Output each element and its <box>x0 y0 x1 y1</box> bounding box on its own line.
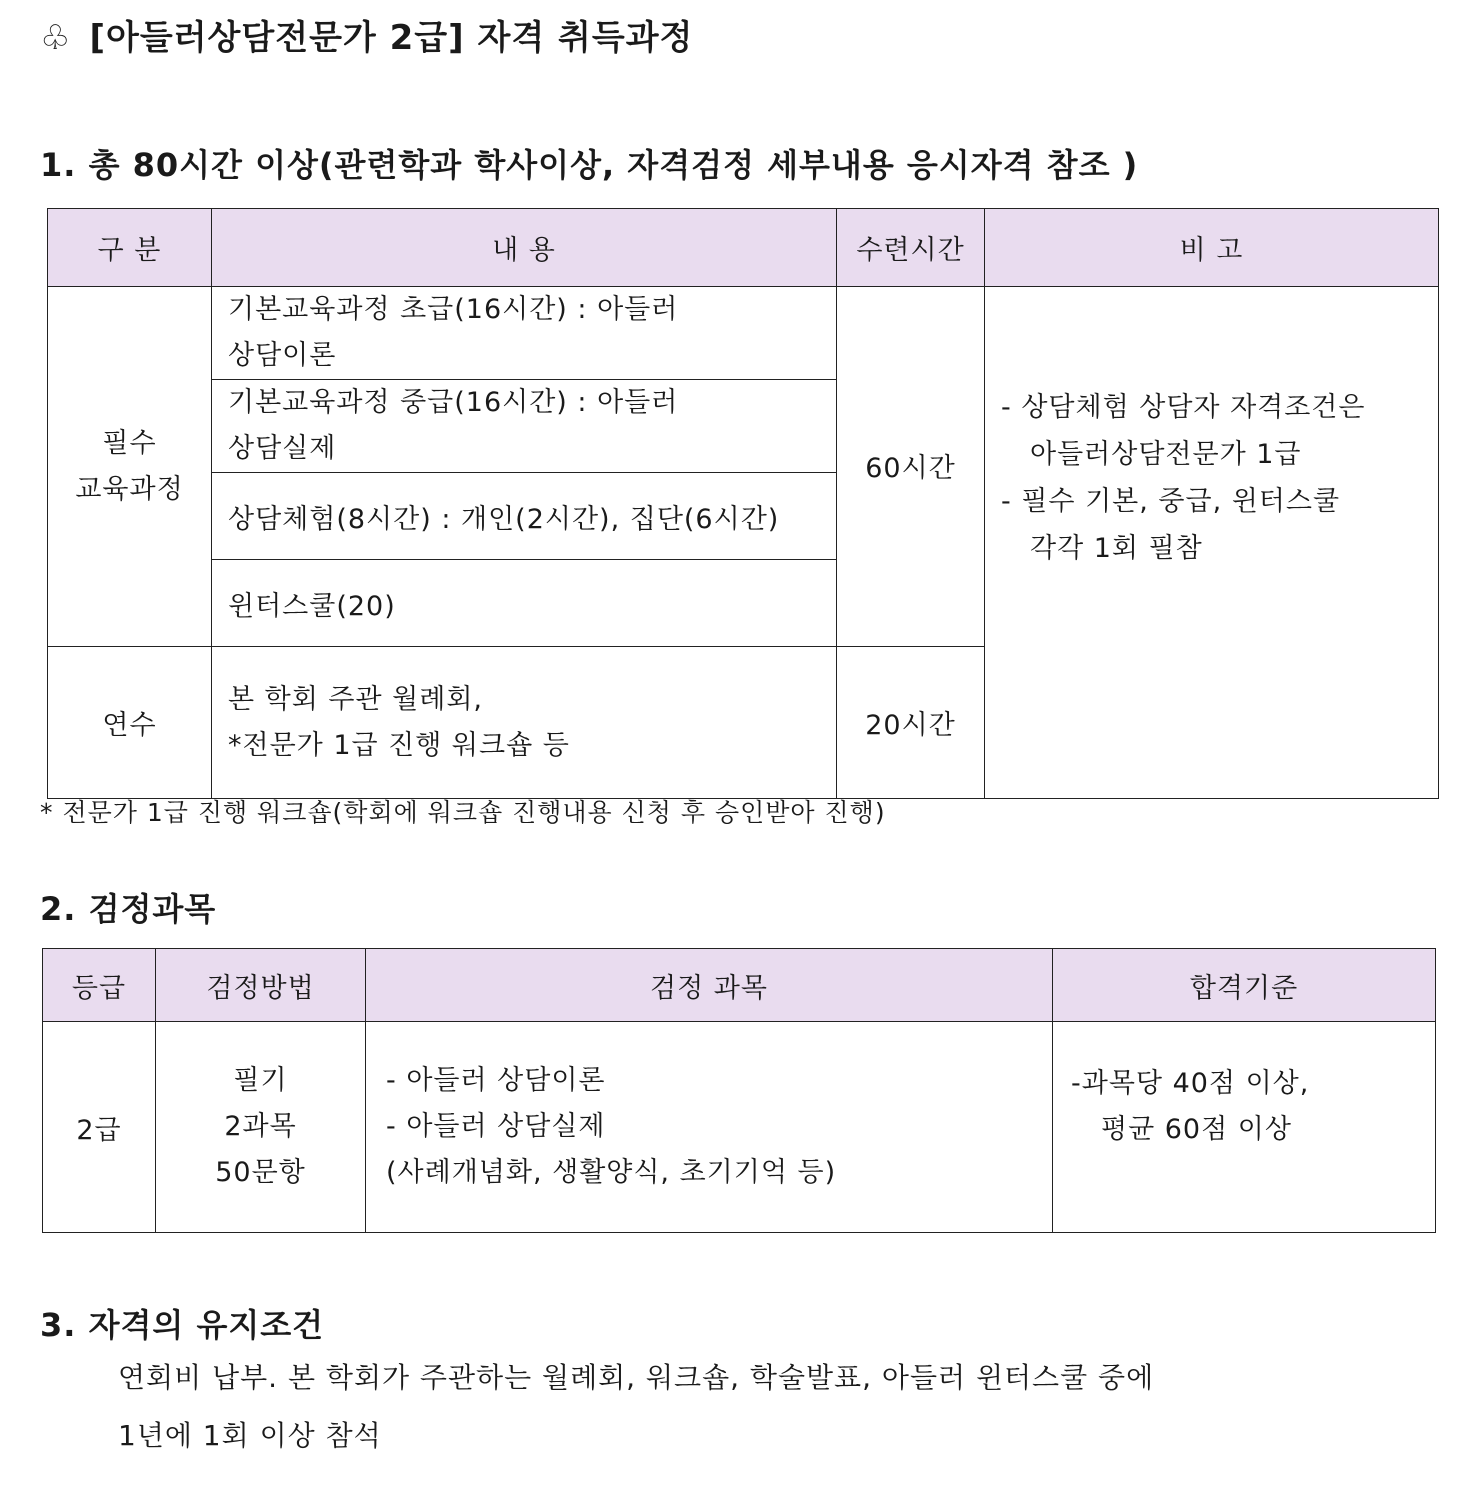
table-row <box>43 1022 1436 1233</box>
section2-heading: 2. 검정과목 <box>40 890 217 928</box>
subject-line: - 아들러 상담실제 <box>386 1111 606 1142</box>
exam-table <box>42 948 1436 1233</box>
criteria-line: 평균 60점 이상 <box>1101 1114 1292 1145</box>
exam-table-header <box>43 949 1436 1022</box>
header-grade: 등급 <box>43 949 156 1022</box>
subject-line: - 아들러 상담이론 <box>386 1065 606 1096</box>
content-line: 기본교육과정 중급(16시간) : 아들러 <box>228 387 679 418</box>
required-category <box>48 287 212 647</box>
content-line: 상담실제 <box>228 433 337 464</box>
page-title <box>40 10 693 59</box>
remark-line: - 필수 기본, 중급, 윈터스쿨 <box>1001 485 1341 517</box>
exam-subjects <box>366 1022 1053 1233</box>
table-row <box>48 287 1439 380</box>
section3-body <box>118 1349 1154 1465</box>
header-criteria: 합격기준 <box>1053 949 1436 1022</box>
content-line: *전문가 1급 진행 워크숍 등 <box>228 729 570 761</box>
section3-heading: 3. 자격의 유지조건 <box>40 1306 325 1344</box>
header-subjects: 검정 과목 <box>366 949 1053 1022</box>
remark-line: - 상담체험 상담자 자격조건은 <box>1001 391 1366 423</box>
section3-line: 1년에 1회 이상 참석 <box>118 1419 382 1452</box>
criteria-line: -과목당 40점 이상, <box>1071 1068 1310 1099</box>
header-content: 내 용 <box>212 209 837 287</box>
content-line: 본 학회 주관 월례회, <box>228 683 483 715</box>
content-line: 기본교육과정 초급(16시간) : 아들러 <box>228 294 679 325</box>
header-remarks: 비 고 <box>985 209 1439 287</box>
method-line: 50문항 <box>215 1157 306 1188</box>
training-category: 연수 <box>48 647 212 799</box>
required-category-line1: 필수 <box>102 427 157 459</box>
header-category: 구 분 <box>48 209 212 287</box>
remarks-cell <box>985 287 1439 799</box>
training-table-header <box>48 209 1439 287</box>
content-training <box>212 647 837 799</box>
remark-line: 각각 1회 필참 <box>1030 532 1203 564</box>
remark-line: 아들러상담전문가 1급 <box>1030 438 1302 470</box>
page-title-text: [아들러상담전문가 2급] 자격 취득과정 <box>89 18 694 58</box>
required-hours-value: 60시간 <box>865 453 956 484</box>
content-basic-intermediate <box>212 380 837 473</box>
section1-heading: 1. 총 80시간 이상(관련학과 학사이상, 자격검정 세부내용 응시자격 참조 ) <box>40 146 1139 184</box>
club-icon: ♧ <box>40 18 72 58</box>
header-method: 검정방법 <box>156 949 366 1022</box>
training-hours: 20시간 <box>837 647 985 799</box>
content-counseling-experience: 상담체험(8시간) : 개인(2시간), 집단(6시간) <box>212 473 837 560</box>
content-winter-school: 윈터스쿨(20) <box>212 560 837 647</box>
exam-criteria <box>1053 1022 1436 1233</box>
footnote: * 전문가 1급 진행 워크숍(학회에 워크숍 진행내용 신청 후 승인받아 진행) <box>40 798 886 827</box>
training-table <box>47 208 1439 799</box>
section3-line: 연회비 납부. 본 학회가 주관하는 월례회, 워크숍, 학술발표, 아들러 윈터스쿨 중에 <box>118 1361 1155 1394</box>
required-hours <box>837 287 985 647</box>
exam-grade: 2급 <box>43 1022 156 1233</box>
subject-line: (사례개념화, 생활양식, 초기기억 등) <box>386 1157 837 1188</box>
exam-method <box>156 1022 366 1233</box>
content-line: 상담이론 <box>228 340 337 371</box>
required-category-line2: 교육과정 <box>75 473 184 505</box>
header-hours: 수련시간 <box>837 209 985 287</box>
method-line: 2과목 <box>224 1111 297 1142</box>
method-line: 필기 <box>233 1065 288 1096</box>
content-basic-beginner <box>212 287 837 380</box>
